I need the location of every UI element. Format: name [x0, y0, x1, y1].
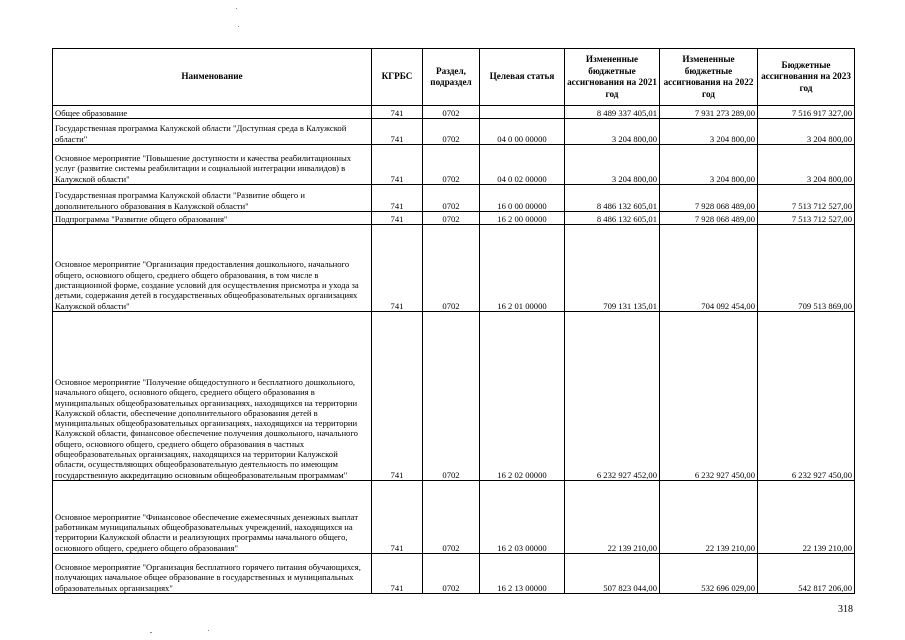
row-amount-2022: 22 139 210,00	[660, 481, 758, 554]
row-amount-2023: 542 817 206,00	[758, 554, 855, 594]
header-section: Раздел, подраздел	[423, 49, 480, 106]
row-amount-2022: 6 232 927 450,00	[660, 312, 758, 481]
row-amount-2021: 507 823 044,00	[565, 554, 660, 594]
row-name: Государственная программа Калужской области "Развитие общего и дополнительного образования в Калужской области"	[53, 185, 372, 212]
row-target: 04 0 00 00000	[480, 119, 565, 145]
row-ktrbs: 741	[372, 212, 423, 225]
row-amount-2021: 8 486 132 605,01	[565, 212, 660, 225]
row-amount-2023: 3 204 800,00	[758, 119, 855, 145]
row-name: Общее образование	[53, 106, 372, 119]
row-amount-2022: 3 204 800,00	[660, 145, 758, 185]
row-name: Основное мероприятие "Финансовое обеспечение ежемесячных денежных выплат работникам муниципальных общеобразовательных учреждений, находящихся на территории Калужской области и реализующих программы начального общего, основного общего, среднего общего образования"	[53, 481, 372, 554]
row-ktrbs: 741	[372, 119, 423, 145]
row-ktrbs: 741	[372, 106, 423, 119]
row-name: Основное мероприятие "Получение общедоступного и бесплатного дошкольного, начального общего, основного общего, среднего общего образования в муниципальных общеобразовательных организациях, находящихся на территории Калужской области, обеспечение дополнительного образования детей в муниципальных общеобразовательных организациях, находящихся на территории Калужской области, финансовое обеспечение получения дошкольного, начального общего, основного общего, среднего общего образования в частных общеобразовательных организациях, находящихся на территории Калужской области, осуществляющих общеобразовательную деятельность по имеющим государственную аккредитацию основным общеобразовательным программам"	[53, 312, 372, 481]
row-ktrbs: 741	[372, 481, 423, 554]
table-row	[53, 481, 855, 554]
row-amount-2021: 8 489 337 405,01	[565, 106, 660, 119]
row-section: 0702	[423, 481, 480, 554]
row-section: 0702	[423, 145, 480, 185]
row-amount-2022: 7 928 068 489,00	[660, 185, 758, 212]
row-amount-2022: 532 696 029,00	[660, 554, 758, 594]
row-name: Основное мероприятие "Организация бесплатного горячего питания обучающихся, получающих начальное общее образование в государственных и муниципальных образовательных организациях"	[53, 554, 372, 594]
row-target: 16 2 02 00000	[480, 312, 565, 481]
row-section: 0702	[423, 212, 480, 225]
row-ktrbs: 741	[372, 554, 423, 594]
row-amount-2021: 709 131 135,01	[565, 225, 660, 312]
scan-speck	[236, 8, 237, 9]
row-amount-2021: 6 232 927 452,00	[565, 312, 660, 481]
row-ktrbs: 741	[372, 145, 423, 185]
row-amount-2022: 704 092 454,00	[660, 225, 758, 312]
row-amount-2021: 8 486 132 605,01	[565, 185, 660, 212]
budget-allocation-table	[52, 48, 855, 594]
row-ktrbs: 741	[372, 312, 423, 481]
row-amount-2023: 22 139 210,00	[758, 481, 855, 554]
row-section: 0702	[423, 225, 480, 312]
table-row	[53, 185, 855, 212]
header-amount-2023: Бюджетные ассигнования на 2023 год	[758, 49, 855, 106]
row-amount-2023: 3 204 800,00	[758, 145, 855, 185]
table-header-row	[53, 49, 855, 106]
table-row	[53, 554, 855, 594]
row-amount-2023: 7 513 712 527,00	[758, 185, 855, 212]
header-ktrbs: КГРБС	[372, 49, 423, 106]
row-target: 16 2 13 00000	[480, 554, 565, 594]
header-name: Наименование	[53, 49, 372, 106]
row-amount-2023: 709 513 869,00	[758, 225, 855, 312]
table-row	[53, 106, 855, 119]
header-target: Целевая статья	[480, 49, 565, 106]
row-amount-2022: 7 928 068 489,00	[660, 212, 758, 225]
row-section: 0702	[423, 554, 480, 594]
row-section: 0702	[423, 312, 480, 481]
row-name: Основное мероприятие "Повышение доступности и качества реабилитационных услуг (развитие системы реабилитации и социальной интеграции инвалидов) в Калужской области"	[53, 145, 372, 185]
row-target	[480, 106, 565, 119]
header-amount-2021: Измененные бюджетные ассигнования на 2021 год	[565, 49, 660, 106]
table-row	[53, 312, 855, 481]
scan-speck	[238, 26, 239, 27]
row-target: 16 2 03 00000	[480, 481, 565, 554]
row-target: 04 0 02 00000	[480, 145, 565, 185]
row-amount-2021: 22 139 210,00	[565, 481, 660, 554]
row-section: 0702	[423, 106, 480, 119]
table-row	[53, 119, 855, 145]
row-section: 0702	[423, 185, 480, 212]
row-amount-2023: 7 513 712 527,00	[758, 212, 855, 225]
row-name: Государственная программа Калужской области "Доступная среда в Калужской области"	[53, 119, 372, 145]
header-amount-2022: Измененные бюджетные ассигнования на 2022 год	[660, 49, 758, 106]
row-amount-2023: 6 232 927 450,00	[758, 312, 855, 481]
row-amount-2022: 3 204 800,00	[660, 119, 758, 145]
row-section: 0702	[423, 119, 480, 145]
row-target: 16 0 00 00000	[480, 185, 565, 212]
row-name: Подпрограмма "Развитие общего образования"	[53, 212, 372, 225]
page-number: 318	[838, 604, 853, 615]
table-row	[53, 225, 855, 312]
row-target: 16 2 00 00000	[480, 212, 565, 225]
row-ktrbs: 741	[372, 225, 423, 312]
scan-speck	[208, 630, 209, 631]
row-ktrbs: 741	[372, 185, 423, 212]
row-amount-2021: 3 204 800,00	[565, 119, 660, 145]
row-amount-2021: 3 204 800,00	[565, 145, 660, 185]
table-row	[53, 212, 855, 225]
table-row	[53, 145, 855, 185]
scan-speck	[150, 632, 152, 633]
row-target: 16 2 01 00000	[480, 225, 565, 312]
row-amount-2022: 7 931 273 289,00	[660, 106, 758, 119]
row-name: Основное мероприятие "Организация предоставления дошкольного, начального общего, основного общего, среднего общего образования, в том числе в дистанционной форме, создание условий для осуществления присмотра и ухода за детьми, содержания детей в государственных общеобразовательных организациях Калужской области"	[53, 225, 372, 312]
row-amount-2023: 7 516 917 327,00	[758, 106, 855, 119]
